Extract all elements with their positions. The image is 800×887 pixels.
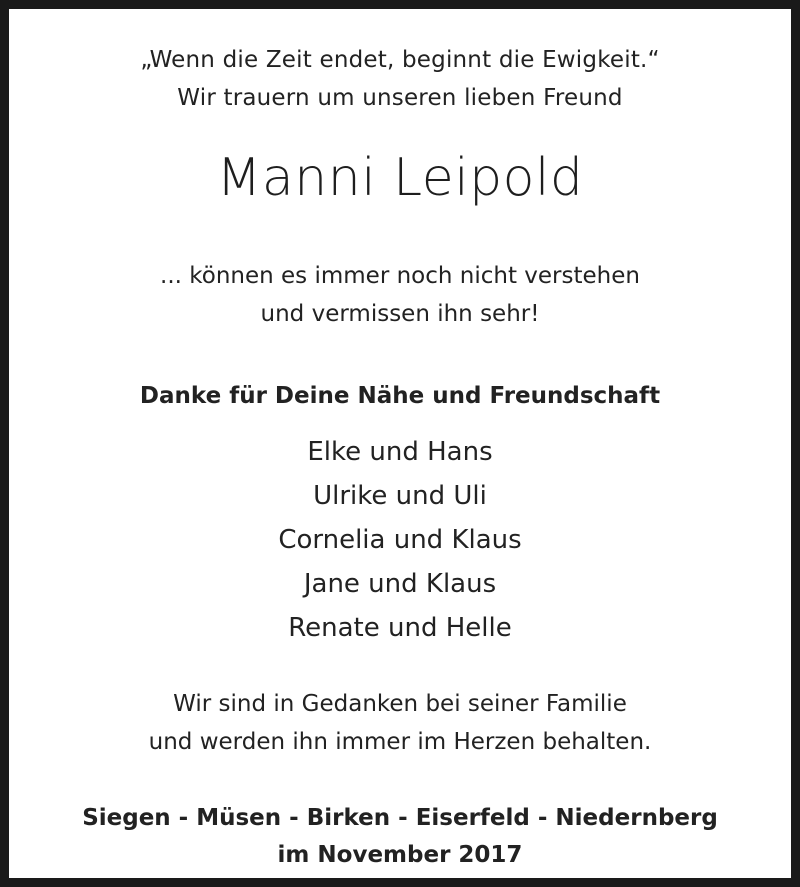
mourner-3: Cornelia und Klaus [278,525,522,555]
intro-text: Wir trauern um unseren lieben Freund [177,85,623,111]
date-text: im November 2017 [277,842,523,868]
mourner-1: Elke und Hans [307,437,493,467]
message-line-1: ... können es immer noch nicht verstehen [160,263,640,289]
deceased-name: Manni Leipold [216,148,584,208]
closing-line-2: und werden ihn immer im Herzen behalten. [148,729,652,755]
place-list: Siegen - Müsen - Birken - Eiserfeld - Niedernberg [82,805,718,831]
closing-line-1: Wir sind in Gedanken bei seiner Familie [173,691,627,717]
quote: „Wenn die Zeit endet, beginnt die Ewigkeit.“ [140,47,660,73]
thanks-text: Danke für Deine Nähe und Freundschaft [139,383,661,409]
mourner-5: Renate und Helle [288,613,512,643]
message-line-2: und vermissen ihn sehr! [260,301,540,327]
mourner-2: Ulrike und Uli [313,481,487,511]
mourner-4: Jane und Klaus [303,569,497,599]
